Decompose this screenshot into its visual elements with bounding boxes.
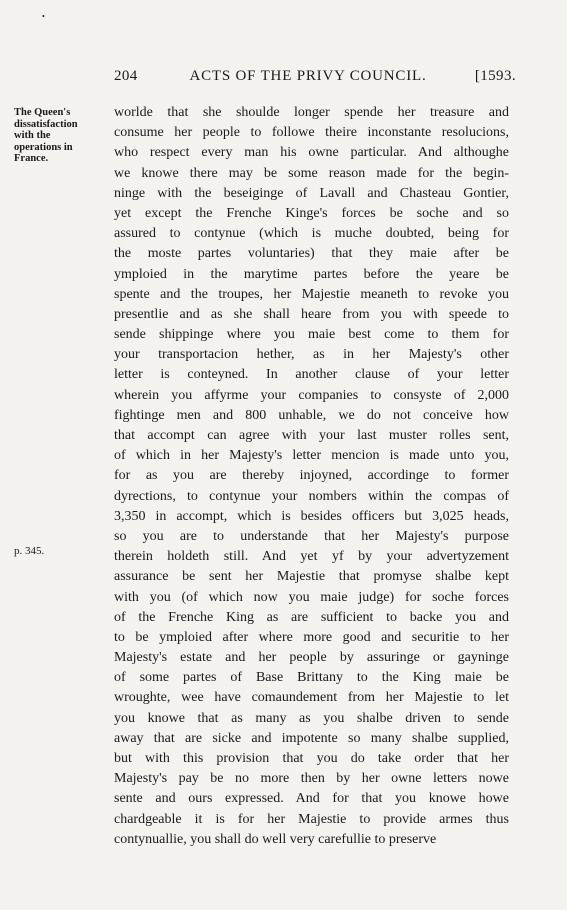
body-line: of the Frenche King as are sufficient to backe you and bbox=[114, 609, 509, 625]
body-line: ninge with the beseiginge of Lavall and Chasteau Gontier, bbox=[114, 185, 509, 201]
body-line: sente and ours expressed. And for that you knowe howe bbox=[114, 791, 509, 807]
body-line: chardgeable it is for her Majestie to provide armes thus bbox=[114, 811, 509, 827]
body-line: away that are sicke and impotente so many shalbe supplied, bbox=[114, 730, 509, 746]
side-note-line: with the bbox=[14, 130, 51, 141]
body-line: with you (of which now you maie judge) for soche forces bbox=[114, 589, 509, 605]
body-line: for as you are thereby injoyned, accordinge to former bbox=[114, 468, 509, 484]
side-note-line: The Queen's bbox=[14, 107, 71, 118]
body-line: assured to contynue (which is muche doubted, being for bbox=[114, 226, 509, 242]
body-line: presentlie and as she shall heare from you with speede to bbox=[114, 306, 509, 322]
body-line: who respect every man his owne particular. And althoughe bbox=[114, 145, 509, 161]
body-line: you knowe that as many as you shalbe driven to sende bbox=[114, 710, 509, 726]
body-line: yet except the Frenche Kinge's forces be soche and so bbox=[114, 205, 509, 221]
body-line: wroughte, wee have comaundement from her Majestie to let bbox=[114, 690, 509, 706]
body-line: of which in her Majesty's letter mencion is made unto you, bbox=[114, 448, 509, 464]
body-line: sende shippinge where you maie best come to them for bbox=[114, 327, 509, 343]
margin-side-note bbox=[14, 107, 106, 165]
body-line: ymploied in the marytime partes before the yeare be bbox=[114, 266, 509, 282]
page-number: 204 bbox=[114, 68, 138, 84]
body-line: worlde that she shoulde longer spende her treasure and bbox=[114, 105, 509, 120]
body-line: we knowe there may be some reason made for the begin- bbox=[114, 165, 509, 181]
body-line: assurance be sent her Majestie that promyse shalbe kept bbox=[114, 569, 509, 585]
body-line: of some partes of Base Brittany to the King maie be bbox=[114, 670, 509, 686]
body-line: dyrections, to contynue your nombers within the compas of bbox=[114, 488, 509, 504]
body-text bbox=[114, 103, 509, 850]
body-line: spente and the troupes, her Majestie meaneth to revoke you bbox=[114, 286, 509, 302]
body-line: contynuallie, you shall do well very carefullie to preserve bbox=[114, 831, 437, 847]
body-line: wherein you affyrme your companies to consyste of 2,000 bbox=[114, 387, 509, 403]
body-line: that accompt can agree with your last muster rolles sent, bbox=[114, 428, 509, 443]
body-line: Majesty's estate and her people by assuringe or gayninge bbox=[114, 650, 509, 666]
body-line: the moste partes voluntaries) that they maie after be bbox=[114, 246, 509, 262]
side-note-line: France. bbox=[14, 153, 49, 164]
body-line: 3,350 in accompt, which is besides officers but 3,025 heads, bbox=[114, 508, 509, 524]
margin-page-ref: p. 345. bbox=[14, 545, 45, 557]
side-note-line: dissatisfaction bbox=[14, 118, 78, 130]
body-line: to be ymploied after where more good and securitie to her bbox=[114, 629, 509, 645]
body-line: fightinge men and 800 unhable, we do not conceive how bbox=[114, 407, 509, 423]
body-line: consume her people to followe theire inconstante resolucions, bbox=[114, 125, 509, 141]
body-line: so you are to understande that her Majesty's purpose bbox=[114, 528, 509, 544]
decorative-dot: • bbox=[42, 12, 45, 21]
body-line: but with this provision that you do take order that her bbox=[114, 751, 509, 766]
body-line: therein holdeth still. And yet yf by your advertyzement bbox=[114, 549, 509, 565]
running-title: ACTS OF THE PRIVY COUNCIL. bbox=[189, 68, 427, 84]
running-year: [1593. bbox=[474, 68, 516, 84]
body-line: Majesty's pay be no more then by her owne letters nowe bbox=[114, 771, 509, 787]
side-note-line: operations in bbox=[14, 141, 73, 153]
body-line: your transportacion hether, as in her Majesty's other bbox=[114, 347, 509, 363]
body-line: letter is conteyned. In another clause of your letter bbox=[114, 367, 509, 383]
